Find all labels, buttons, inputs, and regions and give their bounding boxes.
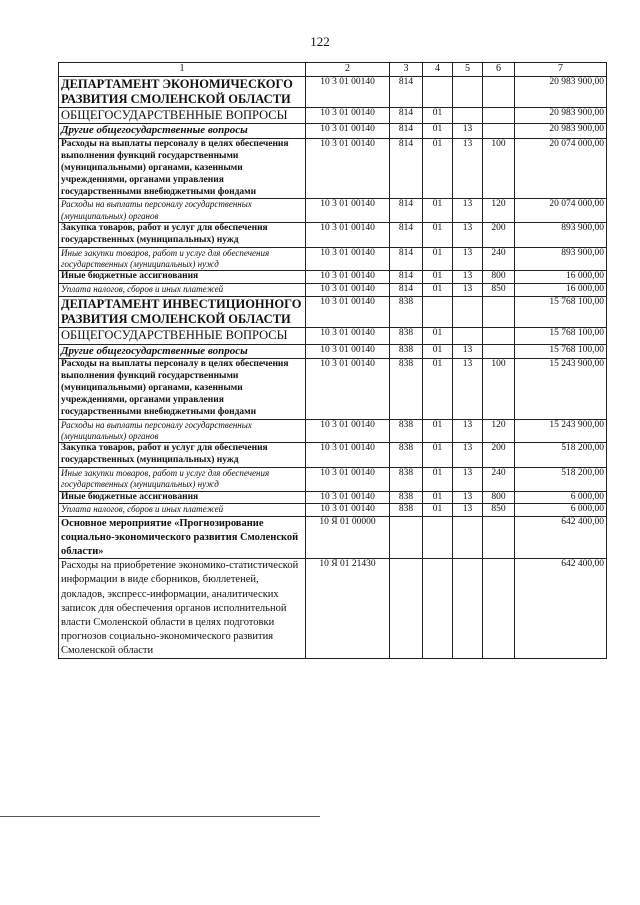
grbs-code-cell: 814 (390, 271, 423, 284)
grbs-code-cell: 838 (390, 443, 423, 468)
expense-type-cell: 200 (483, 443, 515, 468)
amount-cell: 6 000,00 (515, 504, 607, 517)
expense-type-cell: 800 (483, 271, 515, 284)
grbs-code-cell: 838 (390, 468, 423, 492)
subsection-code-cell (453, 108, 483, 124)
amount-cell: 15 768 100,00 (515, 344, 607, 359)
column-header: 1 (59, 63, 306, 77)
amount-cell: 20 983 900,00 (515, 76, 607, 108)
table-row (59, 559, 607, 659)
subsection-code-cell: 13 (453, 139, 483, 199)
table-row (59, 359, 607, 419)
expense-type-cell (483, 559, 515, 659)
table-row (59, 344, 607, 359)
expense-type-cell: 800 (483, 491, 515, 504)
row-name-cell: Расходы на выплаты персоналу государственных (муниципальных) органов (59, 199, 306, 223)
expense-type-cell: 100 (483, 359, 515, 419)
section-code-cell (423, 559, 453, 659)
table-row (59, 284, 607, 297)
subsection-code-cell: 13 (453, 419, 483, 443)
row-name-cell: ОБЩЕГОСУДАРСТВЕННЫЕ ВОПРОСЫ (59, 328, 306, 344)
amount-cell: 20 983 900,00 (515, 124, 607, 139)
expense-type-cell (483, 296, 515, 328)
subsection-code-cell (453, 559, 483, 659)
expense-type-cell: 850 (483, 284, 515, 297)
row-name-cell: ДЕПАРТАМЕНТ ЭКОНОМИЧЕСКОГО РАЗВИТИЯ СМОЛЕНСКОЙ ОБЛАСТИ (59, 76, 306, 108)
section-code-cell (423, 296, 453, 328)
section-code-cell: 01 (423, 222, 453, 247)
section-code-cell: 01 (423, 359, 453, 419)
amount-cell: 518 200,00 (515, 443, 607, 468)
section-code-cell: 01 (423, 443, 453, 468)
section-code-cell: 01 (423, 284, 453, 297)
target-article-cell: 10 3 01 00140 (306, 124, 390, 139)
amount-cell: 518 200,00 (515, 468, 607, 492)
target-article-cell: 10 3 01 00140 (306, 491, 390, 504)
amount-cell: 893 900,00 (515, 222, 607, 247)
margin-line (0, 816, 320, 817)
grbs-code-cell: 814 (390, 222, 423, 247)
budget-table (58, 62, 607, 659)
target-article-cell: 10 3 01 00140 (306, 139, 390, 199)
row-name-cell: Расходы на выплаты персоналу государственных (муниципальных) органов (59, 419, 306, 443)
row-name-cell: Расходы на выплаты персоналу в целях обеспечения выполнения функций государственными (муниципальными) органами, казенными учреждениями, органами управления государственными внебюджетными фондами (59, 139, 306, 199)
amount-cell: 20 074 000,00 (515, 139, 607, 199)
amount-cell: 15 768 100,00 (515, 296, 607, 328)
expense-type-cell (483, 124, 515, 139)
grbs-code-cell: 814 (390, 124, 423, 139)
section-code-cell (423, 517, 453, 559)
section-code-cell: 01 (423, 199, 453, 223)
row-name-cell: Иные бюджетные ассигнования (59, 491, 306, 504)
amount-cell: 6 000,00 (515, 491, 607, 504)
table-row (59, 328, 607, 344)
expense-type-cell (483, 344, 515, 359)
grbs-code-cell: 814 (390, 108, 423, 124)
row-name-cell: Иные бюджетные ассигнования (59, 271, 306, 284)
expense-type-cell: 200 (483, 222, 515, 247)
column-header: 4 (423, 63, 453, 77)
target-article-cell: 10 3 01 00140 (306, 284, 390, 297)
target-article-cell: 10 3 01 00140 (306, 199, 390, 223)
grbs-code-cell: 838 (390, 296, 423, 328)
table-row (59, 271, 607, 284)
expense-type-cell (483, 108, 515, 124)
expense-type-cell (483, 76, 515, 108)
amount-cell: 893 900,00 (515, 247, 607, 271)
grbs-code-cell: 838 (390, 491, 423, 504)
grbs-code-cell: 814 (390, 76, 423, 108)
grbs-code-cell: 838 (390, 359, 423, 419)
expense-type-cell: 240 (483, 247, 515, 271)
section-code-cell: 01 (423, 468, 453, 492)
section-code-cell (423, 76, 453, 108)
section-code-cell: 01 (423, 108, 453, 124)
column-header: 5 (453, 63, 483, 77)
subsection-code-cell: 13 (453, 443, 483, 468)
section-code-cell: 01 (423, 419, 453, 443)
row-name-cell: Основное мероприятие «Прогнозирование социально-экономического развития Смоленской области» (59, 517, 306, 559)
target-article-cell: 10 Я 01 00000 (306, 517, 390, 559)
grbs-code-cell: 814 (390, 199, 423, 223)
row-name-cell: Расходы на выплаты персоналу в целях обеспечения выполнения функций государственными (муниципальными) органами, казенными учреждениями, органами управления государственными внебюджетными фондами (59, 359, 306, 419)
grbs-code-cell: 838 (390, 344, 423, 359)
expense-type-cell: 240 (483, 468, 515, 492)
amount-cell: 15 768 100,00 (515, 328, 607, 344)
amount-cell: 20 983 900,00 (515, 108, 607, 124)
section-code-cell: 01 (423, 344, 453, 359)
row-name-cell: Уплата налогов, сборов и иных платежей (59, 504, 306, 517)
amount-cell: 15 243 900,00 (515, 419, 607, 443)
amount-cell: 642 400,00 (515, 517, 607, 559)
table-row (59, 108, 607, 124)
target-article-cell: 10 3 01 00140 (306, 344, 390, 359)
row-name-cell: Расходы на приобретение экономико-статистической информации в виде сборников, бюллетеней, докладов, экспресс-информации, аналитических записок для обеспечения органов исполнительной власти Смоленской области в целях подготовки прогнозов социально-экономического развития Смоленской области (59, 559, 306, 659)
section-code-cell: 01 (423, 328, 453, 344)
row-name-cell: Другие общегосударственные вопросы (59, 124, 306, 139)
grbs-code-cell: 814 (390, 247, 423, 271)
table-row (59, 491, 607, 504)
table-row (59, 124, 607, 139)
grbs-code-cell: 838 (390, 419, 423, 443)
table-row (59, 468, 607, 492)
column-header: 2 (306, 63, 390, 77)
row-name-cell: ДЕПАРТАМЕНТ ИНВЕСТИЦИОННОГО РАЗВИТИЯ СМОЛЕНСКОЙ ОБЛАСТИ (59, 296, 306, 328)
column-header: 6 (483, 63, 515, 77)
target-article-cell: 10 3 01 00140 (306, 271, 390, 284)
target-article-cell: 10 3 01 00140 (306, 296, 390, 328)
subsection-code-cell: 13 (453, 491, 483, 504)
table-row (59, 296, 607, 328)
table-row (59, 517, 607, 559)
table-row (59, 443, 607, 468)
row-name-cell: Уплата налогов, сборов и иных платежей (59, 284, 306, 297)
target-article-cell: 10 3 01 00140 (306, 504, 390, 517)
subsection-code-cell: 13 (453, 124, 483, 139)
section-code-cell: 01 (423, 491, 453, 504)
target-article-cell: 10 3 01 00140 (306, 222, 390, 247)
section-code-cell: 01 (423, 271, 453, 284)
table-row (59, 247, 607, 271)
section-code-cell: 01 (423, 504, 453, 517)
section-code-cell: 01 (423, 247, 453, 271)
grbs-code-cell (390, 559, 423, 659)
table-row (59, 504, 607, 517)
grbs-code-cell: 838 (390, 504, 423, 517)
row-name-cell: Закупка товаров, работ и услуг для обеспечения государственных (муниципальных) нужд (59, 222, 306, 247)
subsection-code-cell: 13 (453, 344, 483, 359)
subsection-code-cell: 13 (453, 468, 483, 492)
row-name-cell: Закупка товаров, работ и услуг для обеспечения государственных (муниципальных) нужд (59, 443, 306, 468)
amount-cell: 15 243 900,00 (515, 359, 607, 419)
subsection-code-cell: 13 (453, 359, 483, 419)
column-header: 7 (515, 63, 607, 77)
column-number-row (59, 63, 607, 77)
expense-type-cell: 100 (483, 139, 515, 199)
expense-type-cell: 120 (483, 419, 515, 443)
table-row (59, 76, 607, 108)
target-article-cell: 10 3 01 00140 (306, 247, 390, 271)
section-code-cell: 01 (423, 139, 453, 199)
subsection-code-cell: 13 (453, 271, 483, 284)
target-article-cell: 10 3 01 00140 (306, 443, 390, 468)
target-article-cell: 10 3 01 00140 (306, 468, 390, 492)
table-row (59, 419, 607, 443)
column-header: 3 (390, 63, 423, 77)
subsection-code-cell (453, 328, 483, 344)
target-article-cell: 10 3 01 00140 (306, 108, 390, 124)
table-row (59, 222, 607, 247)
table-row (59, 199, 607, 223)
grbs-code-cell: 814 (390, 284, 423, 297)
target-article-cell: 10 3 01 00140 (306, 328, 390, 344)
row-name-cell: Иные закупки товаров, работ и услуг для обеспечения государственных (муниципальных) нужд (59, 468, 306, 492)
expense-type-cell: 120 (483, 199, 515, 223)
amount-cell: 16 000,00 (515, 271, 607, 284)
expense-type-cell (483, 517, 515, 559)
grbs-code-cell: 814 (390, 139, 423, 199)
subsection-code-cell: 13 (453, 247, 483, 271)
target-article-cell: 10 Я 01 21430 (306, 559, 390, 659)
subsection-code-cell (453, 296, 483, 328)
subsection-code-cell: 13 (453, 199, 483, 223)
amount-cell: 642 400,00 (515, 559, 607, 659)
subsection-code-cell (453, 76, 483, 108)
subsection-code-cell: 13 (453, 284, 483, 297)
table-row (59, 139, 607, 199)
row-name-cell: Иные закупки товаров, работ и услуг для обеспечения государственных (муниципальных) нужд (59, 247, 306, 271)
subsection-code-cell: 13 (453, 504, 483, 517)
subsection-code-cell: 13 (453, 222, 483, 247)
row-name-cell: ОБЩЕГОСУДАРСТВЕННЫЕ ВОПРОСЫ (59, 108, 306, 124)
section-code-cell: 01 (423, 124, 453, 139)
row-name-cell: Другие общегосударственные вопросы (59, 344, 306, 359)
amount-cell: 16 000,00 (515, 284, 607, 297)
target-article-cell: 10 3 01 00140 (306, 359, 390, 419)
expense-type-cell (483, 328, 515, 344)
target-article-cell: 10 3 01 00140 (306, 419, 390, 443)
page-number: 122 (310, 34, 330, 49)
amount-cell: 20 074 000,00 (515, 199, 607, 223)
subsection-code-cell (453, 517, 483, 559)
grbs-code-cell (390, 517, 423, 559)
grbs-code-cell: 838 (390, 328, 423, 344)
expense-type-cell: 850 (483, 504, 515, 517)
target-article-cell: 10 3 01 00140 (306, 76, 390, 108)
